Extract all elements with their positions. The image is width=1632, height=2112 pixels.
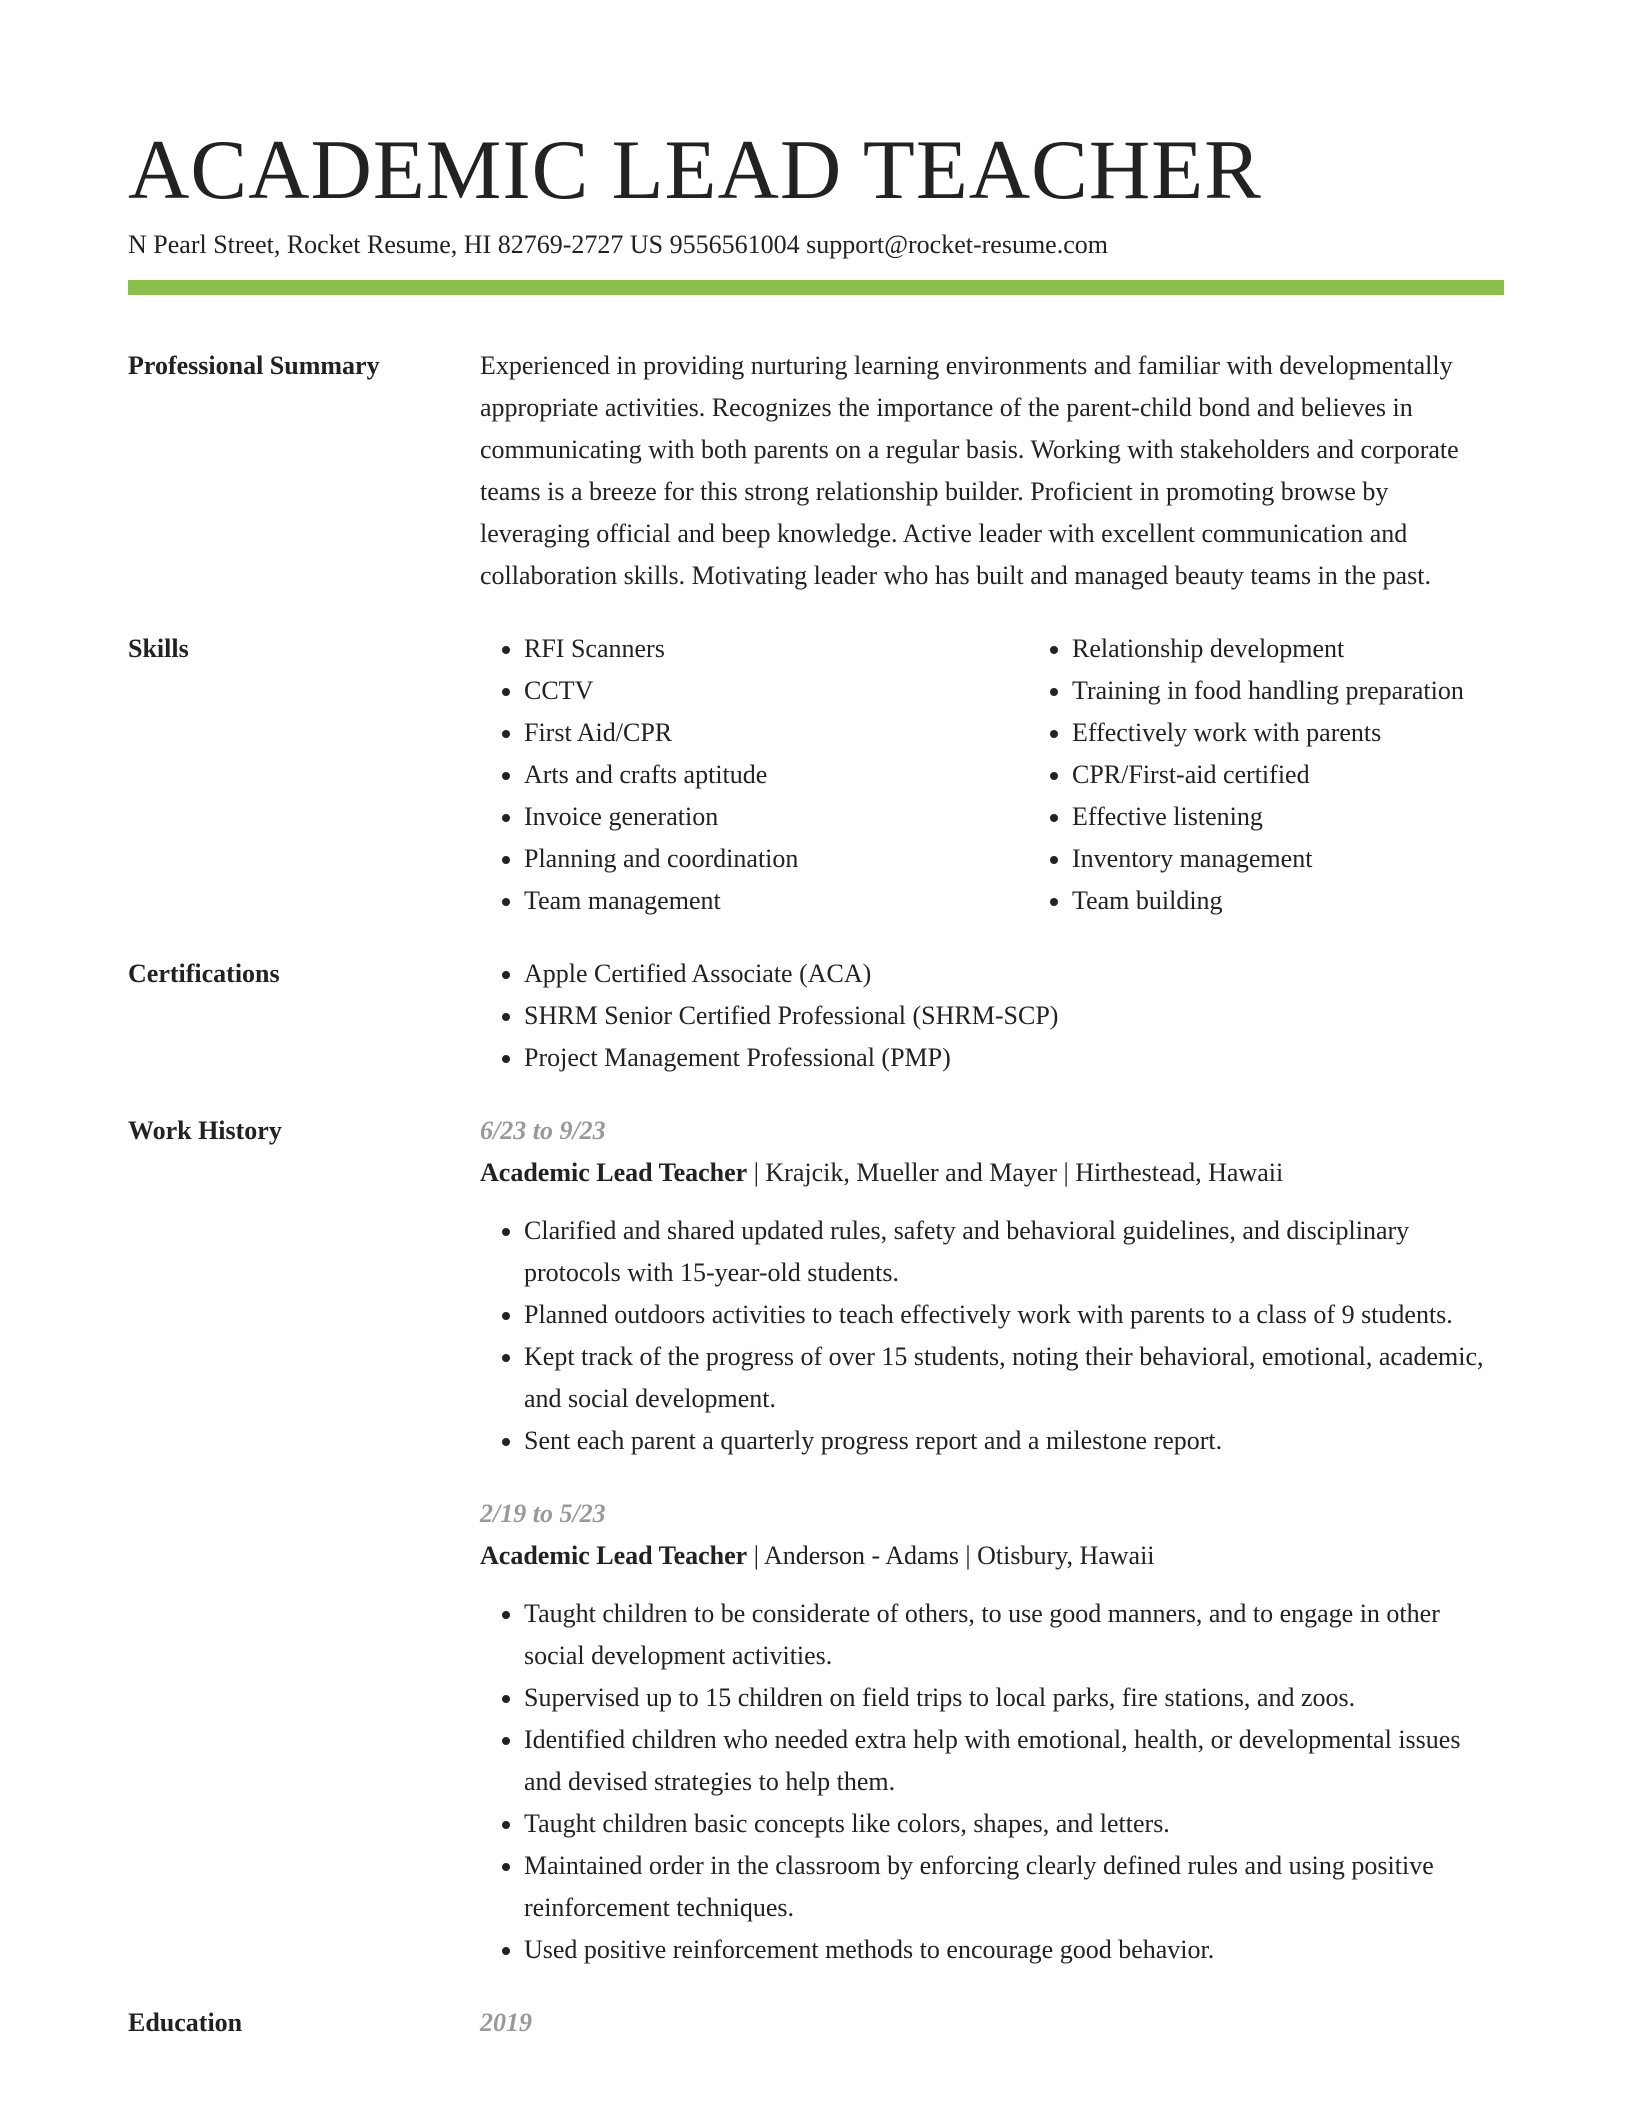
skill-item: • Effectively work with parents — [1072, 712, 1576, 754]
skill-item: • Team building — [1072, 880, 1576, 922]
contact-info: N Pearl Street, Rocket Resume, HI 82769-2727 US 9556561004 support@rocket-resume.com — [128, 230, 1108, 259]
job-bullets — [480, 1593, 1504, 1971]
job-bullet: • Kept track of the progress of over 15 students, noting their behavioral, emotional, academic, and social development. — [524, 1336, 1504, 1420]
job-heading — [480, 1152, 1504, 1194]
resume-name: ACADEMIC LEAD TEACHER — [128, 123, 1262, 217]
skill-item: • Team management — [524, 880, 1028, 922]
job-details: | Krajcik, Mueller and Mayer | Hirthestead, Hawaii — [747, 1158, 1284, 1187]
section-title: Certifications — [128, 959, 280, 988]
skills-list-left — [480, 628, 1028, 922]
job-heading — [480, 1535, 1504, 1577]
skill-item: • Effective listening — [1072, 796, 1576, 838]
skill-item: • Relationship development — [1072, 628, 1576, 670]
section-title: Education — [128, 2008, 243, 2037]
accent-divider — [128, 280, 1504, 295]
skill-item: • Arts and crafts aptitude — [524, 754, 1028, 796]
skill-item: • CCTV — [524, 670, 1028, 712]
job-title: Academic Lead Teacher — [480, 1158, 748, 1187]
job-bullet: • Sent each parent a quarterly progress report and a milestone report. — [524, 1420, 1504, 1462]
section-title: Work History — [128, 1116, 282, 1145]
job-entry — [480, 1493, 1504, 1971]
certifications-list — [480, 953, 1504, 1079]
job-bullet: • Clarified and shared updated rules, safety and behavioral guidelines, and disciplinary protocols with 15-year-old students. — [524, 1210, 1504, 1294]
job-bullet: • Maintained order in the classroom by enforcing clearly defined rules and using positive reinforcement techniques. — [524, 1845, 1504, 1929]
education-date: 2019 — [480, 2008, 532, 2037]
job-bullet: • Used positive reinforcement methods to encourage good behavior. — [524, 1929, 1504, 1971]
certification-item: • Project Management Professional (PMP) — [524, 1037, 1504, 1079]
job-bullet: • Identified children who needed extra help with emotional, health, or developmental issues and devised strategies to help them. — [524, 1719, 1504, 1803]
summary-text: Experienced in providing nurturing learning environments and familiar with developmentally appropriate activities. Recognizes the importance of the parent-child bond and believes in communicating with both parents on a regular basis. Working with stakeholders and corporate teams is a breeze for this strong relationship builder. Proficient in promoting browse by leveraging official and beep knowledge. Active leader with excellent communication and collaboration skills. Motivating leader who has built and managed beauty teams in the past. — [480, 351, 1459, 590]
skill-item: • Training in food handling preparation — [1072, 670, 1576, 712]
certification-item: • SHRM Senior Certified Professional (SHRM-SCP) — [524, 995, 1504, 1037]
job-bullet: • Taught children basic concepts like colors, shapes, and letters. — [524, 1803, 1504, 1845]
summary-section — [128, 345, 1504, 597]
skill-item: • Invoice generation — [524, 796, 1028, 838]
resume-page — [128, 120, 1504, 2044]
certification-item: • Apple Certified Associate (ACA) — [524, 953, 1504, 995]
skills-list-right — [1028, 628, 1576, 922]
work-history-section — [128, 1110, 1504, 1971]
section-title: Skills — [128, 634, 189, 663]
skill-item: • Planning and coordination — [524, 838, 1028, 880]
job-details: | Anderson - Adams | Otisbury, Hawaii — [747, 1541, 1155, 1570]
job-dates: 2/19 to 5/23 — [480, 1499, 606, 1528]
job-dates: 6/23 to 9/23 — [480, 1116, 606, 1145]
skill-item: • RFI Scanners — [524, 628, 1028, 670]
skill-item: • Inventory management — [1072, 838, 1576, 880]
education-section — [128, 2002, 1504, 2044]
job-bullet: • Taught children to be considerate of others, to use good manners, and to engage in other social development activities. — [524, 1593, 1504, 1677]
skill-item: • CPR/First-aid certified — [1072, 754, 1576, 796]
job-entry — [480, 1110, 1504, 1462]
certifications-section — [128, 953, 1504, 1079]
skills-section — [128, 628, 1504, 922]
job-bullets — [480, 1210, 1504, 1462]
section-title: Professional Summary — [128, 351, 380, 380]
job-bullet: • Supervised up to 15 children on field trips to local parks, fire stations, and zoos. — [524, 1677, 1504, 1719]
job-bullet: • Planned outdoors activities to teach effectively work with parents to a class of 9 students. — [524, 1294, 1504, 1336]
skill-item: • First Aid/CPR — [524, 712, 1028, 754]
job-title: Academic Lead Teacher — [480, 1541, 748, 1570]
